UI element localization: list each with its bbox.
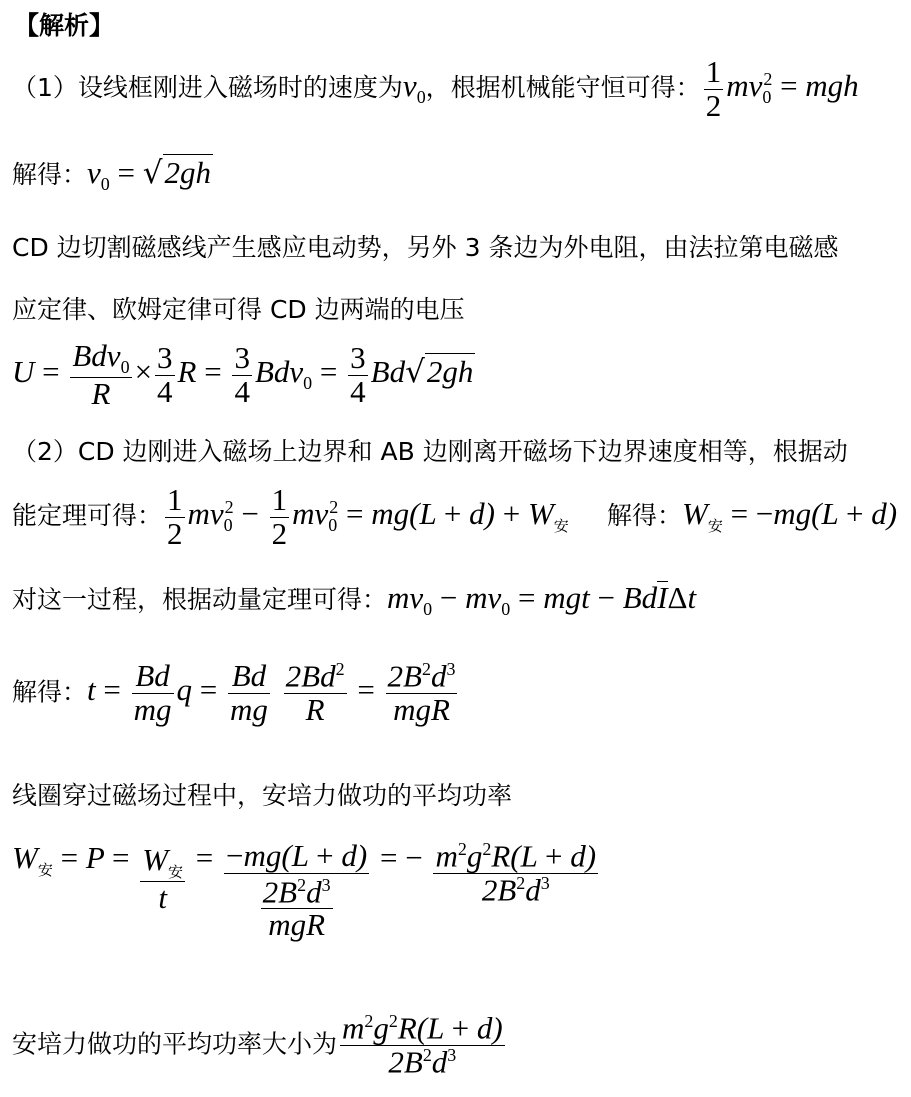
voltage-equation: U = $\frac{Bdv_0}{R}$ × $\frac{3}{4}$ R = $\frac{3}{4}$ Bdv$_0$ = $\frac{3}{4}$ Bd√2gh <box>12 338 474 412</box>
paragraph-emf-2: 应定律、欧姆定律可得 CD 边两端的电压 <box>12 295 465 324</box>
energy-equation: $\frac{1}{2}$ $mv_0^2$ = mgh <box>705 54 859 123</box>
final-answer-line <box>12 1012 508 1079</box>
final-answer-label: 安培力做功的平均功率大小为 <box>12 1029 338 1059</box>
part1-line <box>12 56 859 122</box>
paragraph-emf-1: CD 边切割磁感线产生感应电动势，另外 3 条边为外电阻，由法拉第电磁感 <box>12 233 839 262</box>
v0-symbol: $v_0$ <box>402 68 426 108</box>
section-header: 【解析】 <box>14 11 115 40</box>
momentum-intro: 对这一过程，根据动量定理可得： <box>12 585 388 614</box>
momentum-equation: $mv_0 - mv_0$ = mgt − BdIΔt <box>387 580 697 620</box>
part1-intro: （1）设线框刚进入磁场时的速度为 <box>12 73 403 103</box>
part2-paragraph-2: 能定理可得： <box>12 501 163 531</box>
time-equation: t = $\frac{Bd}{mg}$ q = $\frac{Bd}{mg}$ $\frac{2Bd^2}{R}$ = $\frac{2B^2d^3}{\text{mgR}}$ <box>87 658 456 727</box>
average-power-intro: 线圈穿过磁场过程中，安培力做功的平均功率 <box>12 781 513 810</box>
solve-label-1: 解得： <box>12 160 88 189</box>
v0-equation: $v_0 = √2gh$ <box>87 155 212 195</box>
time-solution-line <box>12 660 460 726</box>
solve-label-2: 解得： <box>606 501 682 531</box>
part2-paragraph-1: （2）CD 边刚进入磁场上边界和 AB 边刚离开磁场下边界速度相等，根据动 <box>12 437 848 466</box>
part1-mid: ，根据机械能守恒可得： <box>425 73 701 103</box>
v0-solution-line <box>12 155 213 195</box>
final-answer-equation: $\frac{m^2g^2R(L + d)}{2B^2d^3}$ <box>342 1010 503 1080</box>
work-energy-line <box>12 484 897 550</box>
solve-label-3: 解得： <box>12 677 88 707</box>
momentum-line <box>12 580 696 620</box>
work-result-equation: $W_安 = -mg(L + d)$ <box>681 496 898 536</box>
power-equation: $W_安 = P$ = $\frac{W_安}{t}$ = $\frac{-mg(L + d)}{\frac{2B^2d^3}{\text{mgR}}}$ = − $\frac{m^2g^2R(L + d)}{2B^2d^3}$ <box>12 838 597 943</box>
work-energy-equation: $\frac{1}{2}$ $mv_0^2$ − $\frac{1}{2}$ $mv_0^2 = mg(L + d) + W_安$ <box>167 482 569 551</box>
